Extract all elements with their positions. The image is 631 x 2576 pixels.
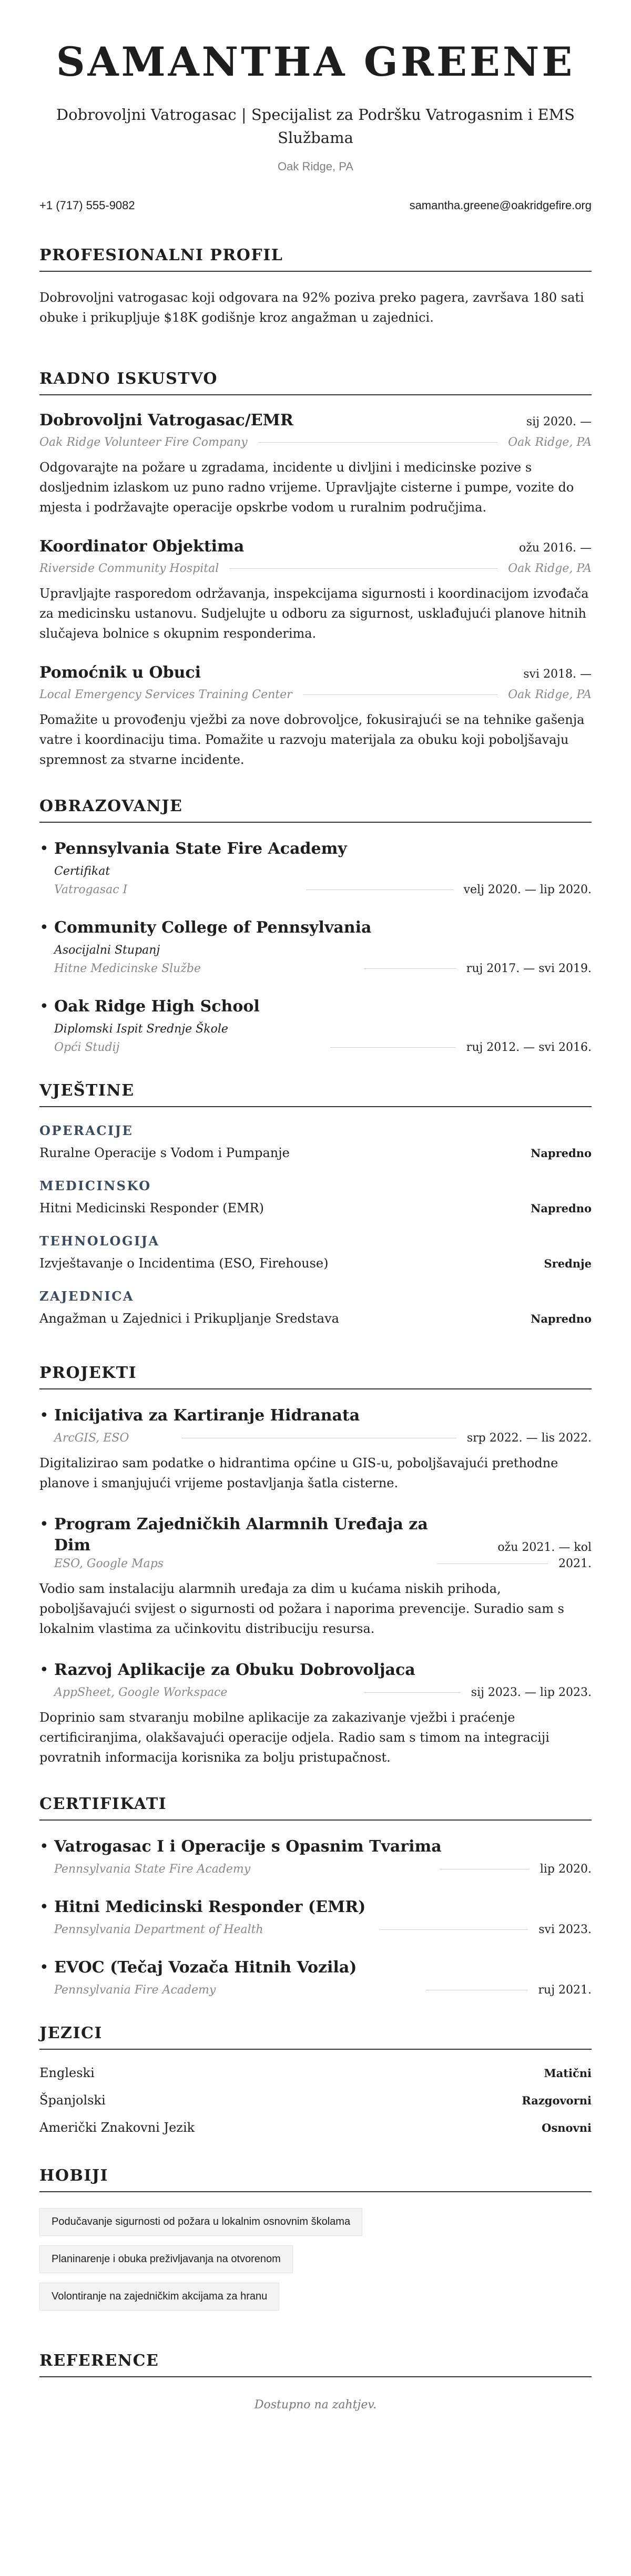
skill-name: Hitni Medicinski Responder (EMR)	[39, 1201, 264, 1215]
job-description: Pomažite u provođenju vježbi za nove dobrovoljce, fokusirajući se na tehnike gašenja vatre i koordinaciju tima. Pomažite u razvoju materijala za obuku koji poboljšavaju spremnost za stvarne incidente.	[39, 712, 585, 767]
section-title: REFERENCE	[39, 2352, 592, 2377]
divider	[303, 694, 497, 695]
language-name: Engleski	[39, 2066, 95, 2080]
phone-number: +1 (717) 555-9082	[39, 199, 135, 212]
job-organization: Oak Ridge Volunteer Fire Company	[39, 436, 248, 449]
candidate-location: Oak Ridge, PA	[278, 160, 353, 173]
education-section	[39, 797, 592, 1054]
divider	[364, 1692, 460, 1693]
school-name: Pennsylvania State Fire Academy	[54, 840, 347, 858]
section-title: OBRAZOVANJE	[39, 797, 592, 823]
divider	[364, 968, 456, 969]
bullet-icon: •	[39, 1837, 49, 1856]
divider	[258, 442, 497, 443]
certificate-name: Hitni Medicinski Responder (EMR)	[54, 1898, 366, 1916]
skill-category: MEDICINSKO	[39, 1178, 151, 1193]
job-entry	[39, 537, 592, 643]
divider	[229, 568, 497, 569]
field-of-study: Hitne Medicinske Službe	[54, 962, 201, 975]
job-organization: Local Emergency Services Training Center	[39, 688, 292, 701]
project-entry	[39, 1514, 592, 1639]
section-title: JEZICI	[39, 2024, 592, 2050]
job-title: Pomoćnik u Obuci	[39, 663, 201, 682]
skill-row	[39, 1311, 592, 1326]
skill-row	[39, 1146, 592, 1160]
skill-category: OPERACIJE	[39, 1123, 134, 1138]
bullet-icon: •	[39, 1406, 49, 1425]
degree: Asocijalni Stupanj	[54, 944, 160, 957]
profile-section	[39, 246, 592, 328]
section-title: PROFESIONALNI PROFIL	[39, 246, 592, 272]
certificate-entry	[39, 1836, 592, 1876]
language-row	[39, 2093, 592, 2108]
references-note: Dostupno na zahtjev.	[254, 2398, 377, 2411]
skill-category: TEHNOLOGIJA	[39, 1233, 160, 1249]
divider	[379, 1929, 528, 1930]
skill-name: Izvještavanje o Incidentima (ESO, Firehouse)	[39, 1256, 329, 1271]
project-name: Program Zajedničkih Alarmnih Uređaja za Dim	[54, 1515, 428, 1555]
degree: Diplomski Ispit Srednje Škole	[54, 1023, 228, 1036]
language-row	[39, 2066, 592, 2080]
education-entry	[39, 996, 592, 1054]
skill-level: Napredno	[531, 1202, 592, 1215]
section-title: VJEŠTINE	[39, 1081, 592, 1107]
candidate-name: SAMANTHA GREENE	[56, 38, 575, 85]
projects-section	[39, 1364, 592, 1767]
certificate-entry	[39, 1897, 592, 1936]
bullet-icon: •	[39, 918, 49, 937]
job-date: ožu 2016. —	[519, 541, 592, 555]
certificate-date: svi 2023.	[538, 1923, 592, 1936]
job-location: Oak Ridge, PA	[508, 436, 592, 449]
references-section	[39, 2352, 592, 2411]
bullet-icon: •	[39, 997, 49, 1016]
project-dates-line: 2021.	[558, 1557, 592, 1570]
project-tech: ESO, Google Maps	[54, 1557, 164, 1570]
section-title: CERTIFIKATI	[39, 1795, 592, 1821]
project-tech: ArcGIS, ESO	[54, 1432, 129, 1445]
degree: Certifikat	[54, 865, 110, 878]
job-date: sij 2020. —	[526, 415, 592, 428]
job-date: svi 2018. —	[523, 668, 592, 681]
skill-category: ZAJEDNICA	[39, 1289, 134, 1304]
certificate-date: ruj 2021.	[538, 1984, 592, 1997]
project-dates	[497, 1539, 592, 1556]
certificate-issuer: Pennsylvania Fire Academy	[54, 1984, 216, 1997]
experience-section	[39, 370, 592, 770]
skill-level: Napredno	[531, 1312, 592, 1325]
skill-level: Srednje	[544, 1257, 592, 1270]
education-entry	[39, 839, 592, 896]
project-description: Vodio sam instalaciju alarmnih uređaja za dim u kućama niskih prihoda, poboljšavajući svijest o sigurnosti od požara i naporima prevencije. Suradio sam s lokalnim vlastima za učinkovitu distribuciju resursa.	[39, 1581, 564, 1636]
project-dates: srp 2022. — lis 2022.	[466, 1432, 592, 1445]
hobby-tag: Podučavanje sigurnosti od požara u lokalnim osnovnim školama	[39, 2208, 362, 2236]
section-title: RADNO ISKUSTVO	[39, 370, 592, 395]
job-entry	[39, 411, 592, 517]
certificate-name: Vatrogasac I i Operacije s Opasnim Tvarima	[54, 1837, 442, 1856]
project-entry	[39, 1660, 592, 1767]
school-name: Community College of Pennsylvania	[54, 918, 372, 937]
skill-name: Ruralne Operacije s Vodom i Pumpanje	[39, 1146, 290, 1160]
language-name: Španjolski	[39, 2093, 106, 2108]
field-of-study: Opći Studij	[54, 1041, 120, 1054]
certificate-entry	[39, 1957, 592, 1997]
certificate-issuer: Pennsylvania Department of Health	[54, 1923, 263, 1936]
job-location: Oak Ridge, PA	[508, 688, 592, 701]
certificate-date: lip 2020.	[540, 1863, 592, 1876]
job-description: Odgovarajte na požare u zgradama, incidente u divljini i medicinske pozive s dosljednim izlaskom uz puno radno vrijeme. Upravljajte cisterne i pumpe, vozite do mjesta i podržavajte operacije opskrbe vodom u ruralnim područjima.	[39, 460, 574, 515]
email-address: samantha.greene@oakridgefire.org	[409, 199, 592, 212]
school-name: Oak Ridge High School	[54, 997, 260, 1016]
job-title: Dobrovoljni Vatrogasac/EMR	[39, 411, 293, 430]
project-description: Digitalizirao sam podatke o hidrantima općine u GIS-u, poboljšavajući prethodne planove i smanjujući vrijeme postavljanja šatla cisterne.	[39, 1456, 558, 1490]
skill-row	[39, 1201, 592, 1215]
profile-text: Dobrovoljni vatrogasac koji odgovara na 92% poziva preko pagera, završava 180 sati obuke i prikupljuje $18K godišnje kroz angažman u zajednici.	[39, 290, 584, 325]
hobby-tag: Volontiranje na zajedničkim akcijama za hranu	[39, 2283, 279, 2311]
project-name: Inicijativa za Kartiranje Hidranata	[54, 1406, 360, 1425]
hobbies-section	[39, 2166, 592, 2320]
education-dates: ruj 2012. — svi 2016.	[466, 1041, 592, 1054]
language-level: Razgovorni	[522, 2094, 592, 2107]
section-title: HOBIJI	[39, 2166, 592, 2192]
job-entry	[39, 663, 592, 770]
language-level: Matični	[544, 2067, 592, 2080]
section-title: PROJEKTI	[39, 1364, 592, 1389]
project-name: Razvoj Aplikacije za Obuku Dobrovoljaca	[54, 1661, 415, 1679]
project-entry	[39, 1405, 592, 1493]
education-entry	[39, 917, 592, 975]
skills-section	[39, 1081, 592, 1326]
skill-level: Napredno	[531, 1147, 592, 1160]
job-title: Koordinator Objektima	[39, 537, 245, 556]
language-name: Američki Znakovni Jezik	[39, 2120, 195, 2135]
hobby-tag: Planinarenje i obuka preživljavanja na otvorenom	[39, 2245, 293, 2273]
bullet-icon: •	[39, 840, 49, 858]
contact-row	[39, 199, 592, 212]
certificates-section	[39, 1795, 592, 1997]
project-dates-line: ožu 2021. — kol	[497, 1541, 592, 1554]
field-of-study: Vatrogasac I	[54, 883, 128, 896]
language-row	[39, 2120, 592, 2135]
divider	[437, 1563, 548, 1564]
resume-header	[39, 0, 592, 212]
education-dates: velj 2020. — lip 2020.	[463, 883, 592, 896]
certificate-issuer: Pennsylvania State Fire Academy	[54, 1863, 251, 1876]
bullet-icon: •	[39, 1515, 49, 1534]
skill-name: Angažman u Zajednici i Prikupljanje Sredstava	[39, 1311, 339, 1326]
certificate-name: EVOC (Tečaj Vozača Hitnih Vozila)	[54, 1958, 357, 1977]
candidate-role: Dobrovoljni Vatrogasac | Specijalist za Podršku Vatrogasnim i EMS Službama	[56, 106, 575, 147]
project-dates: sij 2023. — lip 2023.	[471, 1686, 592, 1699]
job-description: Upravljajte rasporedom održavanja, inspekcijama sigurnosti i koordinacijom izvođača za medicinsku ustanovu. Sudjelujte u odboru za sigurnost, usklađujući planove hitnih slučajeva bolnice s okupnim responderima.	[39, 586, 589, 641]
bullet-icon: •	[39, 1958, 49, 1977]
bullet-icon: •	[39, 1898, 49, 1916]
education-dates: ruj 2017. — svi 2019.	[466, 962, 592, 975]
job-location: Oak Ridge, PA	[508, 562, 592, 575]
skill-row	[39, 1256, 592, 1271]
project-tech: AppSheet, Google Workspace	[54, 1686, 228, 1699]
bullet-icon: •	[39, 1661, 49, 1679]
job-organization: Riverside Community Hospital	[39, 562, 219, 575]
language-level: Osnovni	[542, 2121, 592, 2134]
divider	[330, 1047, 456, 1048]
languages-section	[39, 2024, 592, 2135]
project-description: Doprinio sam stvaranju mobilne aplikacije za zakazivanje vježbi i praćenje certificiranjima, olakšavajući operacije odjela. Radio sam s timom na integraciji povratnih informacija korisnika za bolju pristupačnost.	[39, 1710, 549, 1765]
